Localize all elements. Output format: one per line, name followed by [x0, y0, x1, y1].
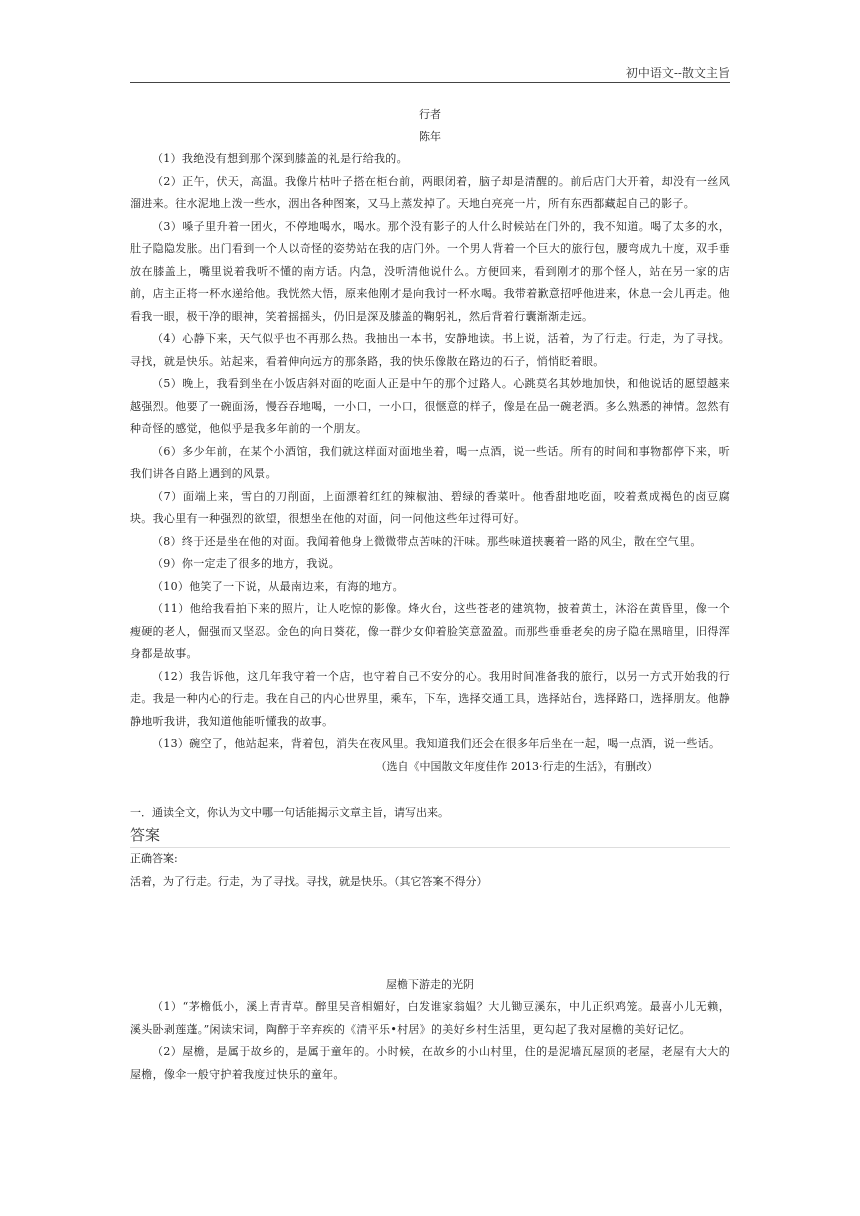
paragraph: （13）碗空了，他站起来，背着包，消失在夜风里。我知道我们还会在很多年后坐在一起，喝一点酒，说一些话。	[152, 737, 721, 750]
paragraph: （7）面端上来，雪白的刀削面，上面漂着红红的辣椒油、碧绿的香菜叶。他香甜地吃面，咬着煮成褐色的卤豆腐块。我心里有一种强烈的欲望，很想坐在他的对面，问一问他这些年过得可好。	[130, 489, 730, 525]
paragraph: （1）“茅檐低小，溪上青青草。醉里吴音相媚好，白发谁家翁媪？大儿锄豆溪东，中儿正织鸡笼。最喜小儿无赖，溪头卧剥莲蓬。”闲读宋词，陶醉于辛弃疾的《清平乐•村居》的美好乡村生活里，更勾起了我对屋檐的美好记忆。	[130, 1000, 730, 1036]
paragraph: （2）正午，伏天，高温。我像片枯叶子搭在柜台前，两眼闭着，脑子却是清醒的。前后店门大开着，却没有一丝风溜进来。往水泥地上泼一些水，洇出各种图案，又马上蒸发掉了。天地白亮亮一片，所有东西都藏起自己的影子。	[130, 174, 730, 210]
answer-text: 活着，为了行走。行走，为了寻找。寻找，就是快乐。（其它答案不得分）	[130, 875, 488, 888]
article-1-author: 陈年	[419, 130, 441, 143]
article-2	[130, 974, 730, 1086]
paragraph: （5）晚上，我看到坐在小饭店斜对面的吃面人正是中午的那个过路人。心跳莫名其妙地加快，和他说话的愿望越来越强烈。他要了一碗面汤，慢吞吞地喝，一小口，一小口，很惬意的样子，像是在品一碗老酒。多么熟悉的神情。忽然有种奇怪的感觉，他似乎是我多年前的一个朋友。	[130, 377, 730, 435]
answer-heading: 答案	[130, 826, 161, 844]
article-2-title: 屋檐下游走的光阴	[386, 978, 474, 991]
paragraph: （2）屋檐，是属于故乡的，是属于童年的。小时候，在故乡的小山村里，住的是泥墙瓦屋顶的老屋，老屋有大大的屋檐，像伞一般守护着我度过快乐的童年。	[130, 1045, 730, 1081]
question-text: 一．通读全文，你认为文中哪一句话能揭示文章主旨，请写出来。	[130, 806, 449, 819]
answer-divider	[130, 847, 730, 848]
paragraph: （3）嗓子里升着一团火，不停地喝水，喝水。那个没有影子的人什么时候站在门外的，我不知道。喝了太多的水，肚子隐隐发胀。出门看到一个人以奇怪的姿势站在我的店门外。一个男人背着一个巨大的旅行包，腰弯成九十度，双手垂放在膝盖上，嘴里说着我听不懂的南方话。内急，没听清他说什么。方便回来，看到刚才的那个怪人，站在另一家的店前，店主正将一杯水递给他。我恍然大悟，原来他刚才是向我讨一杯水喝。我带着歉意招呼他进来，休息一会儿再走。他看我一眼，极干净的眼神，笑着摇摇头，仍旧是深及膝盖的鞠躬礼，然后背着行囊渐渐走远。	[130, 219, 730, 323]
paragraph: （9）你一定走了很多的地方，我说。	[152, 557, 341, 570]
paragraph: （12）我告诉他，这几年我守着一个店，也守着自己不安分的心。我用时间准备我的旅行，以另一方式开始我的行走。我是一种内心的行走。我在自己的内心世界里，乘车，下车，选择交通工具，选择站台，选择路口，选择朋友。他静静地听我讲，我知道他能听懂我的故事。	[130, 669, 730, 728]
article-1-title: 行者	[419, 108, 441, 121]
header-divider	[130, 82, 730, 83]
paragraph: （6）多少年前，在某个小酒馆，我们就这样面对面地坐着，喝一点酒，说一些话。所有的时间和事物都停下来，听我们讲各自路上遇到的风景。	[130, 444, 730, 480]
article-1	[130, 104, 730, 778]
paragraph: （10）他笑了一下说，从最南边来，有海的地方。	[152, 579, 404, 593]
paragraph: （11）他给我看拍下来的照片，让人吃惊的影像。烽火台，这些苍老的建筑物，披着黄土，沐浴在黄昏里，像一个瘦硬的老人，倔强而又坚忍。金色的向日葵花，像一群少女仰着脸笑意盈盈。而那些垂垂老矣的房子隐在黑暗里，旧得浑身都是故事。	[130, 602, 730, 660]
paragraph: （8）终于还是坐在他的对面。我闻着他身上微微带点苦味的汗味。那些味道挟裹着一路的风尘，散在空气里。	[152, 534, 702, 548]
answer-label: 正确答案:	[130, 852, 178, 865]
page-header-title: 初中语文--散文主旨	[625, 66, 730, 80]
article-1-source: （选自《中国散文年度佳作 2013·行走的生活》，有删改）	[375, 759, 658, 773]
paragraph: （1）我绝没有想到那个深到膝盖的礼是行给我的。	[152, 152, 408, 165]
paragraph: （4）心静下来，天气似乎也不再那么热。我抽出一本书，安静地读。书上说，活着，为了行走。行走，为了寻找。寻找，就是快乐。站起来，看着伸向远方的那条路，我的快乐像散在路边的石子，悄悄眨着眼。	[130, 332, 730, 368]
